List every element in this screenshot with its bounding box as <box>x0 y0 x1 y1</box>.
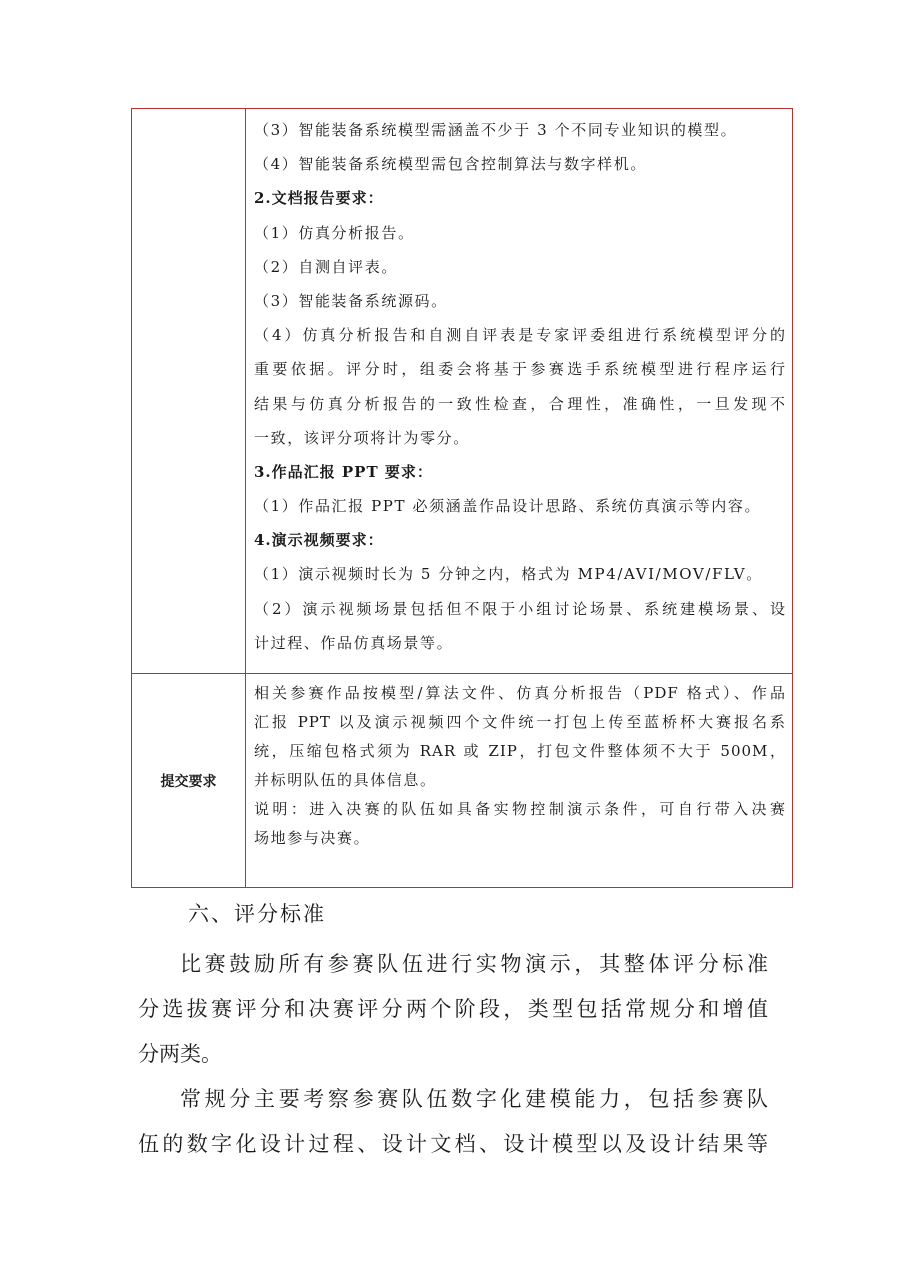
submit-requirements-label: 提交要求 <box>160 773 217 790</box>
submit-line: 说明：进入决赛的队伍如具备实物控制演示条件，可自行带入决赛 <box>254 800 786 818</box>
submit-line: 并标明队伍的具体信息。 <box>254 771 437 789</box>
requirement-line: 结果与仿真分析报告的一致性检查，合理性，准确性，一旦发现不 <box>254 394 786 413</box>
paragraph-line: 常规分主要考察参赛队伍数字化建模能力，包括参赛队 <box>180 1087 768 1111</box>
submit-line: 场地参与决赛。 <box>254 829 371 847</box>
requirement-line: （1）作品汇报 PPT 必须涵盖作品设计思路、系统仿真演示等内容。 <box>254 497 762 516</box>
submit-requirements-cell <box>254 679 786 853</box>
submit-line: 统，压缩包格式须为 RAR 或 ZIP，打包文件整体须不大于 500M， <box>254 742 786 760</box>
paragraph-line: 伍的数字化设计过程、设计文档、设计模型以及设计结果等 <box>138 1132 768 1156</box>
requirement-line: （3）智能装备系统模型需涵盖不少于 3 个不同专业知识的模型。 <box>254 121 738 139</box>
requirement-line: 3.作品汇报 PPT 要求： <box>254 462 433 481</box>
requirement-line: （2）自测自评表。 <box>254 257 398 276</box>
requirements-table <box>131 108 793 888</box>
requirement-line: （3）智能装备系统源码。 <box>254 291 448 310</box>
requirement-line: 计过程、作品仿真场景等。 <box>254 633 454 652</box>
column-divider <box>245 109 246 887</box>
section-paragraphs <box>138 942 768 1167</box>
requirements-cell <box>254 113 786 660</box>
paragraph-line: 分选拔赛评分和决赛评分两个阶段，类型包括常规分和增值 <box>138 997 768 1021</box>
requirement-line: （2）演示视频场景包括但不限于小组讨论场景、系统建模场景、设 <box>254 599 786 618</box>
section-heading: 六、评分标准 <box>188 902 326 926</box>
submit-line: 相关参赛作品按模型/算法文件、仿真分析报告（PDF 格式）、作品 <box>254 684 786 702</box>
requirement-line: （4）仿真分析报告和自测自评表是专家评委组进行系统模型评分的 <box>254 326 786 345</box>
paragraph-line: 分两类。 <box>138 1042 222 1066</box>
requirement-line: （1）仿真分析报告。 <box>254 223 415 242</box>
requirement-line: 重要依据。评分时，组委会将基于参赛选手系统模型进行程序运行 <box>254 360 786 379</box>
requirement-line: （4）智能装备系统模型需包含控制算法与数字样机。 <box>254 155 647 174</box>
requirement-line: 一致，该评分项将计为零分。 <box>254 428 470 447</box>
paragraph-line: 比赛鼓励所有参赛队伍进行实物演示，其整体评分标准 <box>180 952 768 976</box>
requirement-line: （1）演示视频时长为 5 分钟之内，格式为 MP4/AVI/MOV/FLV。 <box>254 565 763 584</box>
submit-line: 汇报 PPT 以及演示视频四个文件统一打包上传至蓝桥杯大赛报名系 <box>254 713 786 731</box>
requirement-line: 2.文档报告要求： <box>254 189 384 208</box>
requirement-line: 4.演示视频要求： <box>254 531 384 550</box>
